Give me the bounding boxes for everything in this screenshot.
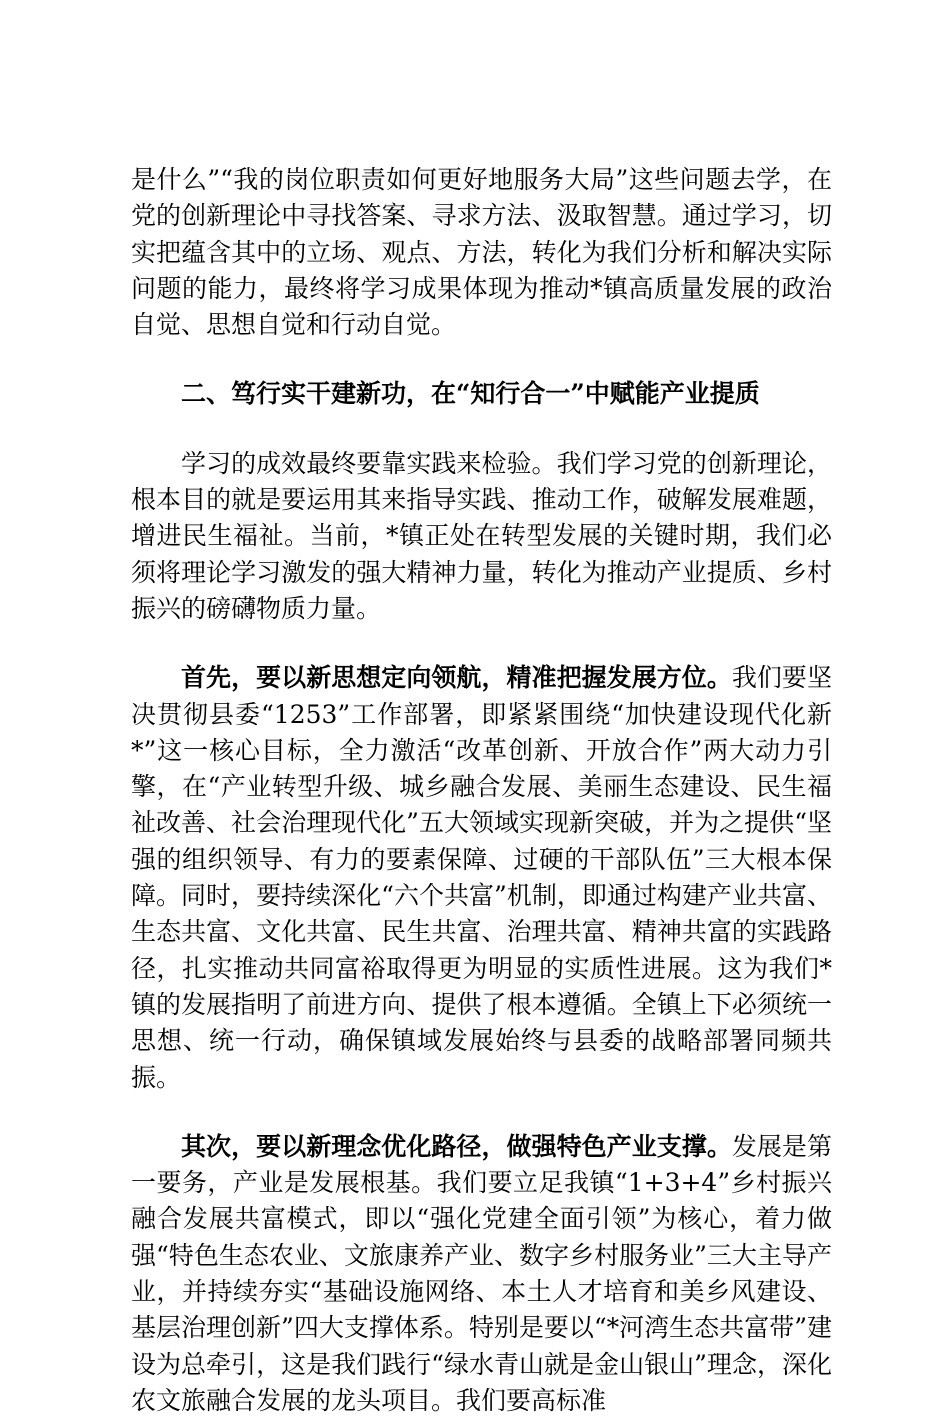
paragraph-lead-first: 首先，要以新思想定向领航，精准把握发展方位。 [181, 663, 732, 693]
section-heading: 二、笃行实干建新功，在“知行合一”中赋能产业提质 [181, 379, 760, 409]
paragraph-first [131, 660, 832, 1096]
paragraph-lead-second: 其次，要以新理念优化路径，做强特色产业支撑。 [181, 1131, 732, 1161]
paragraph-body-first: 我们要坚决贯彻县委“1253”工作部署，即紧紧围绕“加快建设现代化新*”这一核心目标，全力激活“改革创新、开放合作”两大动力引擎，在“产业转型升级、城乡融合发展、美丽生态建设、民生福祉改善、社会治理现代化”五大领域实现新突破，并为之提供“坚强的组织领导、有力的要素保障、过硬的干部队伍”三大根本保障。同时，要持续深化“六个共富”机制，即通过构建产业共富、生态共富、文化共富、民生共富、治理共富、精神共富的实践路径，扎实推动共同富裕取得更为明显的实质性进展。这为我们*镇的发展指明了前进方向、提供了根本遵循。全镇上下必须统一思想、统一行动，确保镇域发展始终与县委的战略部署同频共振。 [131, 663, 832, 1092]
paragraph-intro: 学习的成效最终要靠实践来检验。我们学习党的创新理论，根本目的就是要运用其来指导实践、推动工作，破解发展难题，增进民生福祉。当前，*镇正处在转型发展的关键时期，我们必须将理论学习激发的强大精神力量，转化为推动产业提质、乡村振兴的磅礴物质力量。 [131, 448, 832, 623]
paragraph-body-second: 发展是第一要务，产业是发展根基。我们要立足我镇“1+3+4”乡村振兴融合发展共富模式，即以“强化党建全面引领”为核心，着力做强“特色生态农业、文旅康养产业、数字乡村服务业”三大主导产业，并持续夯实“基础设施网络、本土人才培育和美乡风建设、基层治理创新”四大支撑体系。特别是要以“*河湾生态共富带”建设为总牵引，这是我们践行“绿水青山就是金山银山”理念，深化农文旅融合发展的龙头项目。我们要高标准 [131, 1131, 832, 1415]
paragraph-second [131, 1129, 832, 1419]
paragraph-continuation: 是什么”“我的岗位职责如何更好地服务大局”这些问题去学，在党的创新理论中寻找答案、寻求方法、汲取智慧。通过学习，切实把蕴含其中的立场、观点、方法，转化为我们分析和解决实际问题的能力，最终将学习成果体现为推动*镇高质量发展的政治自觉、思想自觉和行动自觉。 [131, 165, 832, 340]
document-page [131, 162, 832, 1419]
